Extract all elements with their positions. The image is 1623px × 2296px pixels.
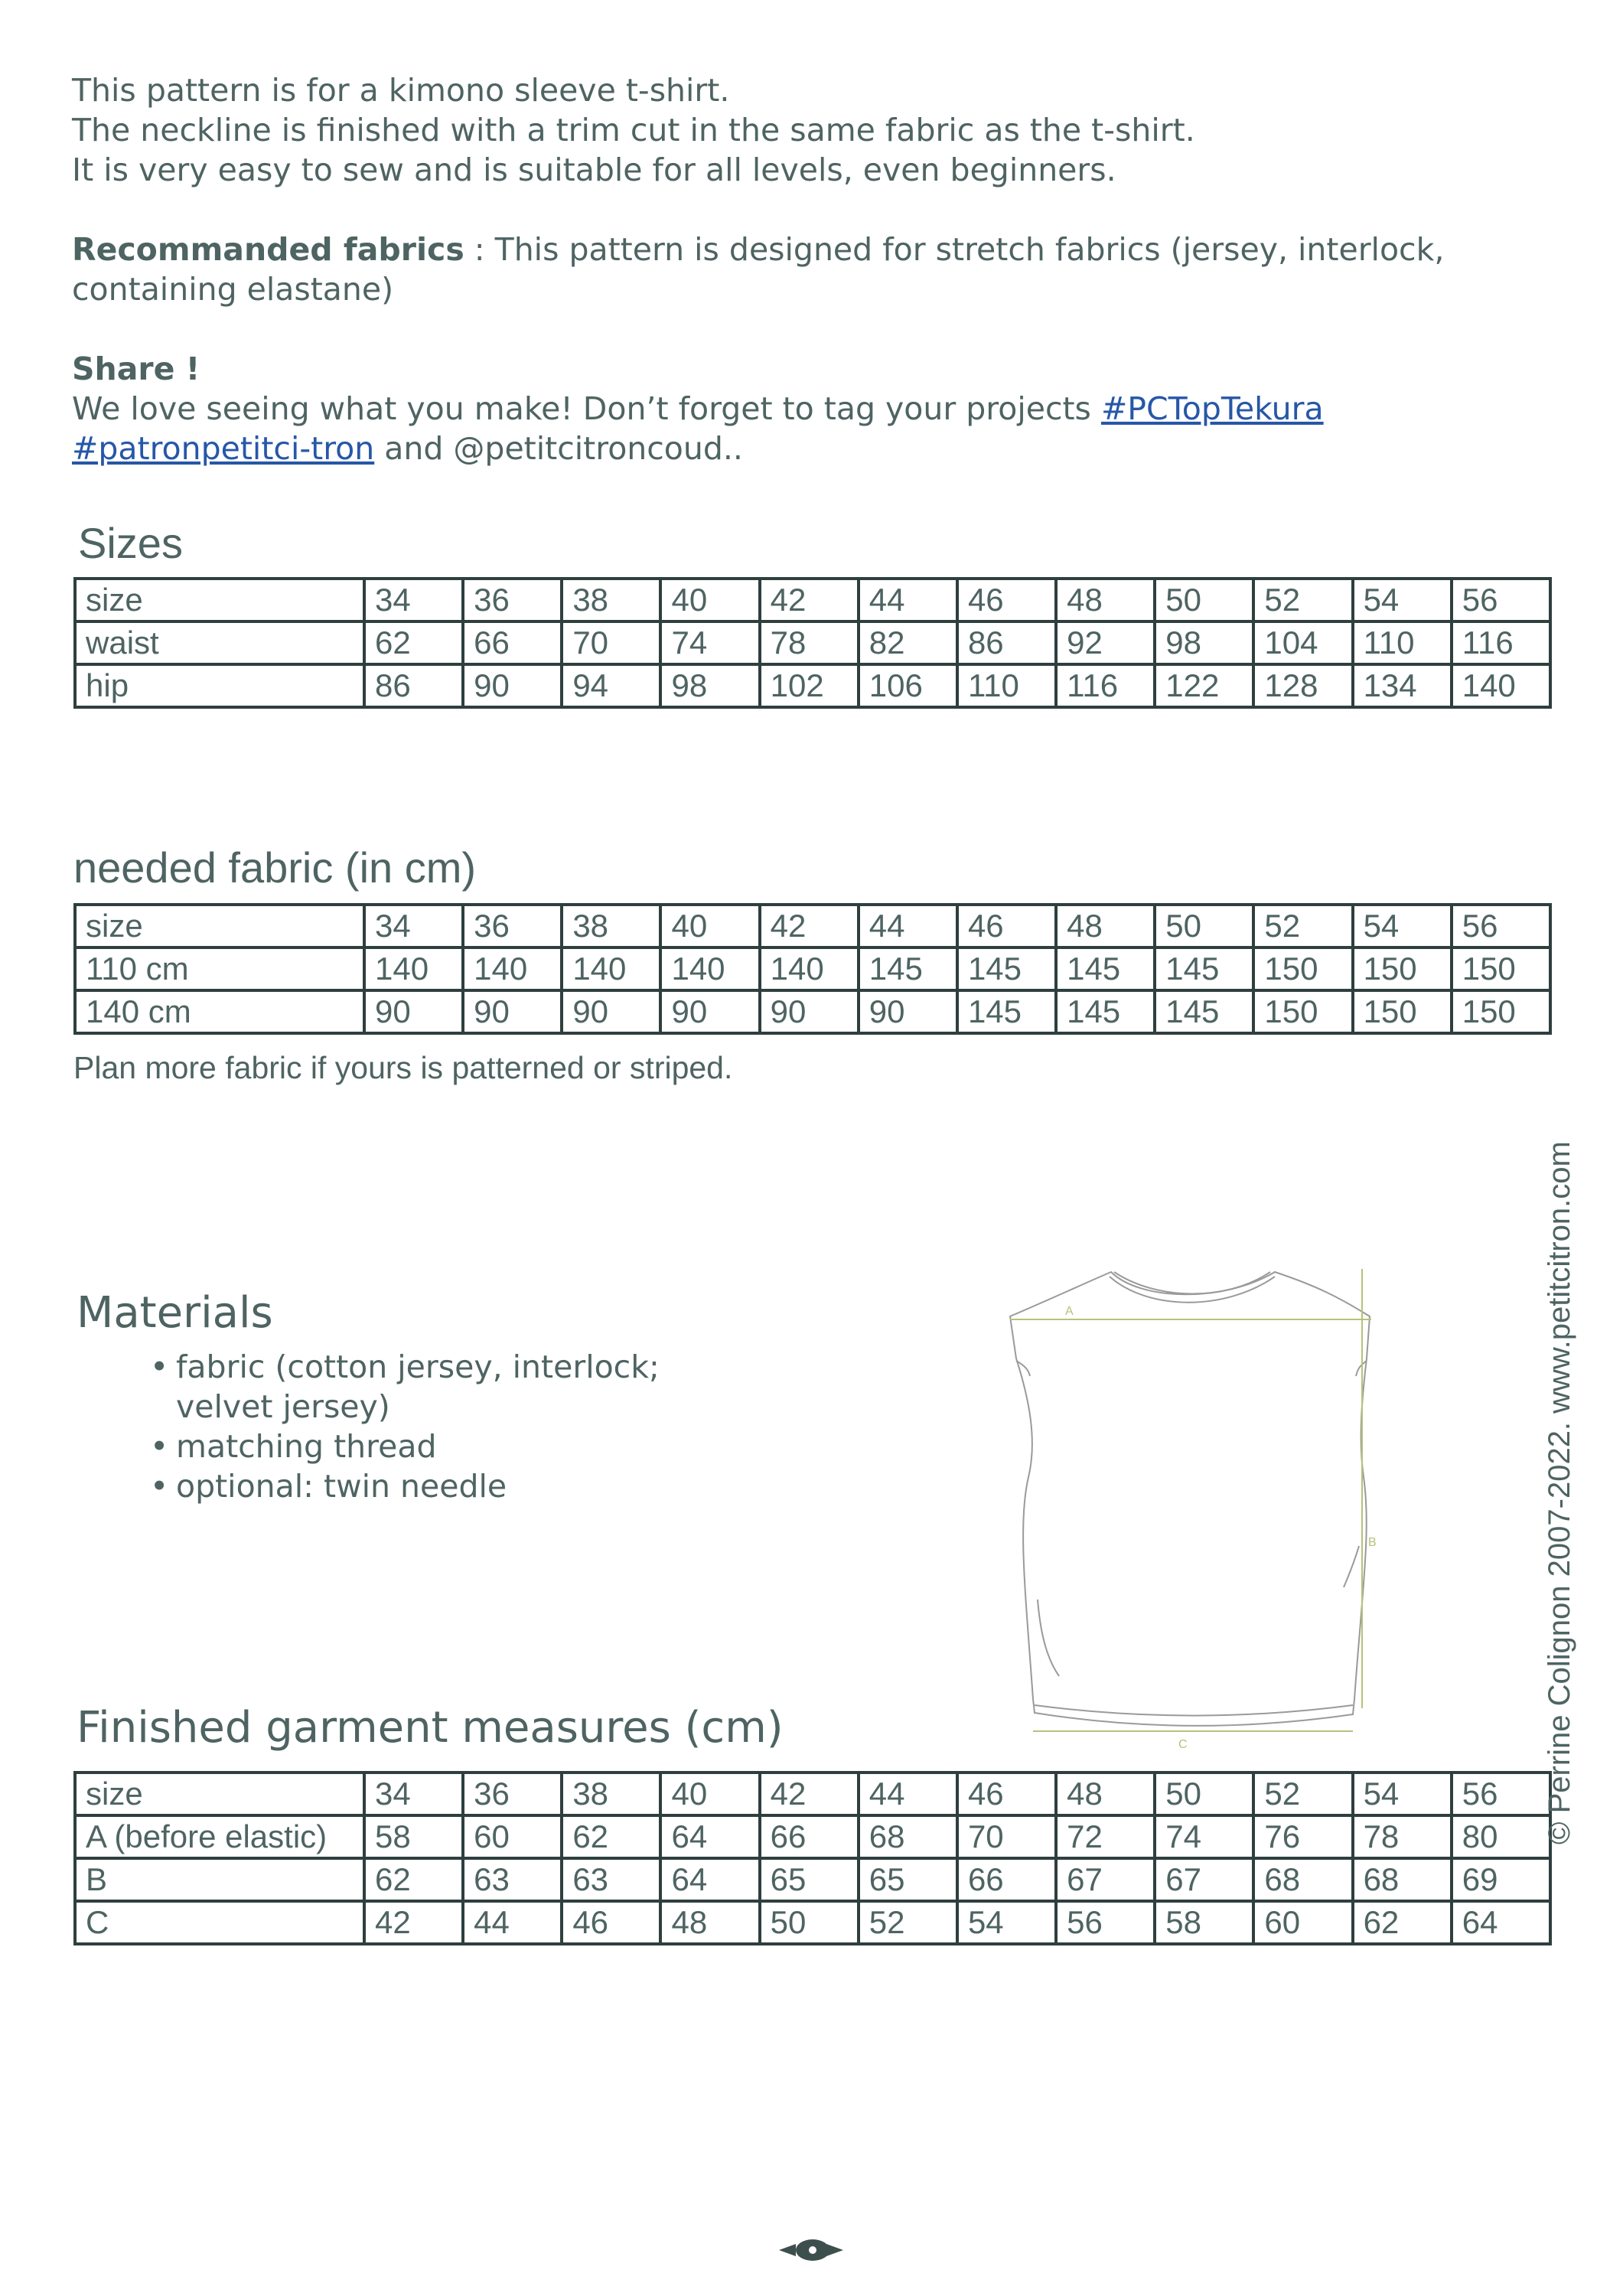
table-cell: 150 bbox=[1353, 947, 1452, 990]
table-cell: 42 bbox=[760, 1773, 859, 1815]
table-cell: 150 bbox=[1452, 947, 1550, 990]
table-cell: 52 bbox=[1253, 579, 1352, 621]
intro-line: The neckline is finished with a trim cut in the same fabric as the t-shirt. bbox=[72, 112, 1195, 148]
table-cell: 34 bbox=[364, 1773, 463, 1815]
table-cell: 44 bbox=[463, 1901, 562, 1944]
table-cell: 98 bbox=[1155, 621, 1253, 664]
table-cell: 50 bbox=[760, 1901, 859, 1944]
table-cell: 140 bbox=[562, 947, 660, 990]
fabrics-label: Recommanded fabrics bbox=[72, 231, 464, 268]
table-cell: 40 bbox=[660, 905, 759, 947]
table-cell: 116 bbox=[1452, 621, 1550, 664]
sizes-title: Sizes bbox=[78, 519, 183, 567]
table-cell: 68 bbox=[1253, 1858, 1352, 1901]
table-cell: 54 bbox=[1353, 1773, 1452, 1815]
table-cell: 46 bbox=[957, 579, 1056, 621]
table-cell: 46 bbox=[957, 905, 1056, 947]
table-cell: 90 bbox=[364, 990, 463, 1033]
table-cell: 76 bbox=[1253, 1815, 1352, 1858]
table-cell: 64 bbox=[1452, 1901, 1550, 1944]
materials-title: Materials bbox=[77, 1288, 273, 1338]
table-cell: 145 bbox=[1056, 990, 1155, 1033]
copyright-text: © Perrine Colignon 2007-2022. www.petitcitron.com bbox=[1543, 1141, 1576, 1844]
table-cell: 90 bbox=[463, 990, 562, 1033]
table-row bbox=[75, 579, 1550, 621]
table-cell: 56 bbox=[1452, 579, 1550, 621]
lemon-logo-icon bbox=[779, 2235, 843, 2265]
table-cell: 74 bbox=[1155, 1815, 1253, 1858]
row-label-cell: size bbox=[75, 1773, 364, 1815]
table-cell: 58 bbox=[1155, 1901, 1253, 1944]
table-cell: 56 bbox=[1056, 1901, 1155, 1944]
table-cell: 150 bbox=[1253, 947, 1352, 990]
fabric-title: needed fabric (in cm) bbox=[73, 843, 477, 892]
table-cell: 86 bbox=[957, 621, 1056, 664]
table-cell: 52 bbox=[1253, 1773, 1352, 1815]
list-item: • optional: twin needle bbox=[150, 1466, 762, 1506]
table-cell: 36 bbox=[463, 1773, 562, 1815]
table-cell: 128 bbox=[1253, 664, 1352, 707]
table-cell: 38 bbox=[562, 579, 660, 621]
table-cell: 102 bbox=[760, 664, 859, 707]
table-cell: 82 bbox=[859, 621, 957, 664]
table-cell: 78 bbox=[1353, 1815, 1452, 1858]
table-cell: 145 bbox=[1056, 947, 1155, 990]
table-cell: 50 bbox=[1155, 579, 1253, 621]
table-cell: 116 bbox=[1056, 664, 1155, 707]
table-cell: 90 bbox=[463, 664, 562, 707]
fabric-table bbox=[73, 903, 1552, 1035]
list-item: • fabric (cotton jersey, interlock; velvet jersey) bbox=[150, 1347, 762, 1427]
table-cell: 145 bbox=[1155, 947, 1253, 990]
finished-title: Finished garment measures (cm) bbox=[77, 1703, 784, 1753]
table-cell: 90 bbox=[562, 990, 660, 1033]
row-label-cell: A (before elastic) bbox=[75, 1815, 364, 1858]
tshirt-diagram bbox=[995, 1255, 1393, 1760]
table-cell: 40 bbox=[660, 1773, 759, 1815]
table-cell: 106 bbox=[859, 664, 957, 707]
table-cell: 145 bbox=[1155, 990, 1253, 1033]
table-cell: 140 bbox=[364, 947, 463, 990]
table-cell: 56 bbox=[1452, 905, 1550, 947]
table-cell: 58 bbox=[364, 1815, 463, 1858]
row-label-cell: 140 cm bbox=[75, 990, 364, 1033]
table-cell: 150 bbox=[1353, 990, 1452, 1033]
table-cell: 62 bbox=[364, 621, 463, 664]
table-cell: 63 bbox=[562, 1858, 660, 1901]
table-cell: 150 bbox=[1253, 990, 1352, 1033]
table-cell: 78 bbox=[760, 621, 859, 664]
table-cell: 69 bbox=[1452, 1858, 1550, 1901]
table-cell: 110 bbox=[957, 664, 1056, 707]
row-label-cell: size bbox=[75, 905, 364, 947]
table-cell: 62 bbox=[364, 1858, 463, 1901]
table-cell: 90 bbox=[859, 990, 957, 1033]
table-cell: 140 bbox=[760, 947, 859, 990]
intro-line: This pattern is for a kimono sleeve t-shirt. bbox=[72, 72, 730, 109]
table-cell: 48 bbox=[1056, 579, 1155, 621]
table-cell: 68 bbox=[859, 1815, 957, 1858]
table-cell: 66 bbox=[957, 1858, 1056, 1901]
materials-list bbox=[150, 1347, 762, 1506]
table-cell: 67 bbox=[1056, 1858, 1155, 1901]
finished-table bbox=[73, 1771, 1552, 1945]
share-text: We love seeing what you make! Don’t forget to tag your projects bbox=[72, 390, 1101, 427]
table-cell: 70 bbox=[957, 1815, 1056, 1858]
table-cell: 48 bbox=[1056, 1773, 1155, 1815]
table-row bbox=[75, 1773, 1550, 1815]
table-cell: 145 bbox=[859, 947, 957, 990]
share-heading: Share ! bbox=[72, 351, 200, 387]
sizes-table bbox=[73, 577, 1552, 709]
row-label-cell: B bbox=[75, 1858, 364, 1901]
table-cell: 54 bbox=[957, 1901, 1056, 1944]
table-cell: 48 bbox=[660, 1901, 759, 1944]
table-cell: 44 bbox=[859, 905, 957, 947]
table-cell: 145 bbox=[957, 947, 1056, 990]
table-cell: 150 bbox=[1452, 990, 1550, 1033]
table-cell: 68 bbox=[1353, 1858, 1452, 1901]
intro-line: It is very easy to sew and is suitable for all levels, even beginners. bbox=[72, 152, 1116, 188]
table-cell: 94 bbox=[562, 664, 660, 707]
table-cell: 50 bbox=[1155, 905, 1253, 947]
table-cell: 36 bbox=[463, 579, 562, 621]
table-cell: 56 bbox=[1452, 1773, 1550, 1815]
share-end: and @petitcitroncoud.. bbox=[374, 430, 743, 467]
table-cell: 80 bbox=[1452, 1815, 1550, 1858]
row-label-cell: hip bbox=[75, 664, 364, 707]
table-cell: 64 bbox=[660, 1815, 759, 1858]
table-cell: 140 bbox=[660, 947, 759, 990]
table-cell: 62 bbox=[1353, 1901, 1452, 1944]
table-cell: 92 bbox=[1056, 621, 1155, 664]
table-cell: 44 bbox=[859, 579, 957, 621]
table-cell: 65 bbox=[760, 1858, 859, 1901]
table-row bbox=[75, 905, 1550, 947]
intro-text bbox=[72, 70, 1549, 468]
table-cell: 72 bbox=[1056, 1815, 1155, 1858]
table-cell: 90 bbox=[760, 990, 859, 1033]
table-cell: 134 bbox=[1353, 664, 1452, 707]
row-label-cell: waist bbox=[75, 621, 364, 664]
list-item: • matching thread bbox=[150, 1427, 762, 1466]
row-label-cell: C bbox=[75, 1901, 364, 1944]
table-row bbox=[75, 947, 1550, 990]
row-label-cell: 110 cm bbox=[75, 947, 364, 990]
tag-pctoptekura-link[interactable]: #PCTopTekura bbox=[1100, 390, 1324, 427]
table-cell: 42 bbox=[760, 579, 859, 621]
label-a: A bbox=[1065, 1305, 1074, 1318]
table-row bbox=[75, 664, 1550, 707]
table-cell: 46 bbox=[957, 1773, 1056, 1815]
table-cell: 38 bbox=[562, 1773, 660, 1815]
table-cell: 110 bbox=[1353, 621, 1452, 664]
table-cell: 34 bbox=[364, 905, 463, 947]
table-cell: 67 bbox=[1155, 1858, 1253, 1901]
table-cell: 44 bbox=[859, 1773, 957, 1815]
table-cell: 60 bbox=[463, 1815, 562, 1858]
table-cell: 140 bbox=[1452, 664, 1550, 707]
table-cell: 63 bbox=[463, 1858, 562, 1901]
table-cell: 65 bbox=[859, 1858, 957, 1901]
table-cell: 90 bbox=[660, 990, 759, 1033]
table-cell: 52 bbox=[859, 1901, 957, 1944]
table-cell: 46 bbox=[562, 1901, 660, 1944]
row-label-cell: size bbox=[75, 579, 364, 621]
table-cell: 104 bbox=[1253, 621, 1352, 664]
table-cell: 64 bbox=[660, 1858, 759, 1901]
table-cell: 42 bbox=[364, 1901, 463, 1944]
table-cell: 40 bbox=[660, 579, 759, 621]
table-cell: 145 bbox=[957, 990, 1056, 1033]
fabric-note: Plan more fabric if yours is patterned or striped. bbox=[73, 1050, 733, 1085]
table-cell: 140 bbox=[463, 947, 562, 990]
table-row bbox=[75, 990, 1550, 1033]
label-b: B bbox=[1368, 1536, 1377, 1549]
share-paragraph bbox=[72, 389, 1549, 468]
table-cell: 66 bbox=[760, 1815, 859, 1858]
table-cell: 34 bbox=[364, 579, 463, 621]
table-row bbox=[75, 1901, 1550, 1944]
tag-patronpetitcitron-link[interactable]: #patronpetitci-tron bbox=[72, 430, 375, 467]
table-cell: 54 bbox=[1353, 579, 1452, 621]
table-cell: 42 bbox=[760, 905, 859, 947]
table-cell: 86 bbox=[364, 664, 463, 707]
table-cell: 48 bbox=[1056, 905, 1155, 947]
table-row bbox=[75, 1858, 1550, 1901]
table-cell: 70 bbox=[562, 621, 660, 664]
table-cell: 98 bbox=[660, 664, 759, 707]
table-cell: 122 bbox=[1155, 664, 1253, 707]
table-cell: 36 bbox=[463, 905, 562, 947]
label-c: C bbox=[1178, 1738, 1188, 1751]
table-row bbox=[75, 621, 1550, 664]
table-cell: 66 bbox=[463, 621, 562, 664]
table-cell: 54 bbox=[1353, 905, 1452, 947]
table-cell: 74 bbox=[660, 621, 759, 664]
table-cell: 62 bbox=[562, 1815, 660, 1858]
fabrics-paragraph bbox=[72, 230, 1549, 309]
fabrics-text: : This pattern is designed for stretch fabrics (jersey, interlock, containing elastane) bbox=[72, 231, 1445, 308]
table-cell: 50 bbox=[1155, 1773, 1253, 1815]
table-cell: 52 bbox=[1253, 905, 1352, 947]
table-row bbox=[75, 1815, 1550, 1858]
table-cell: 60 bbox=[1253, 1901, 1352, 1944]
table-cell: 38 bbox=[562, 905, 660, 947]
